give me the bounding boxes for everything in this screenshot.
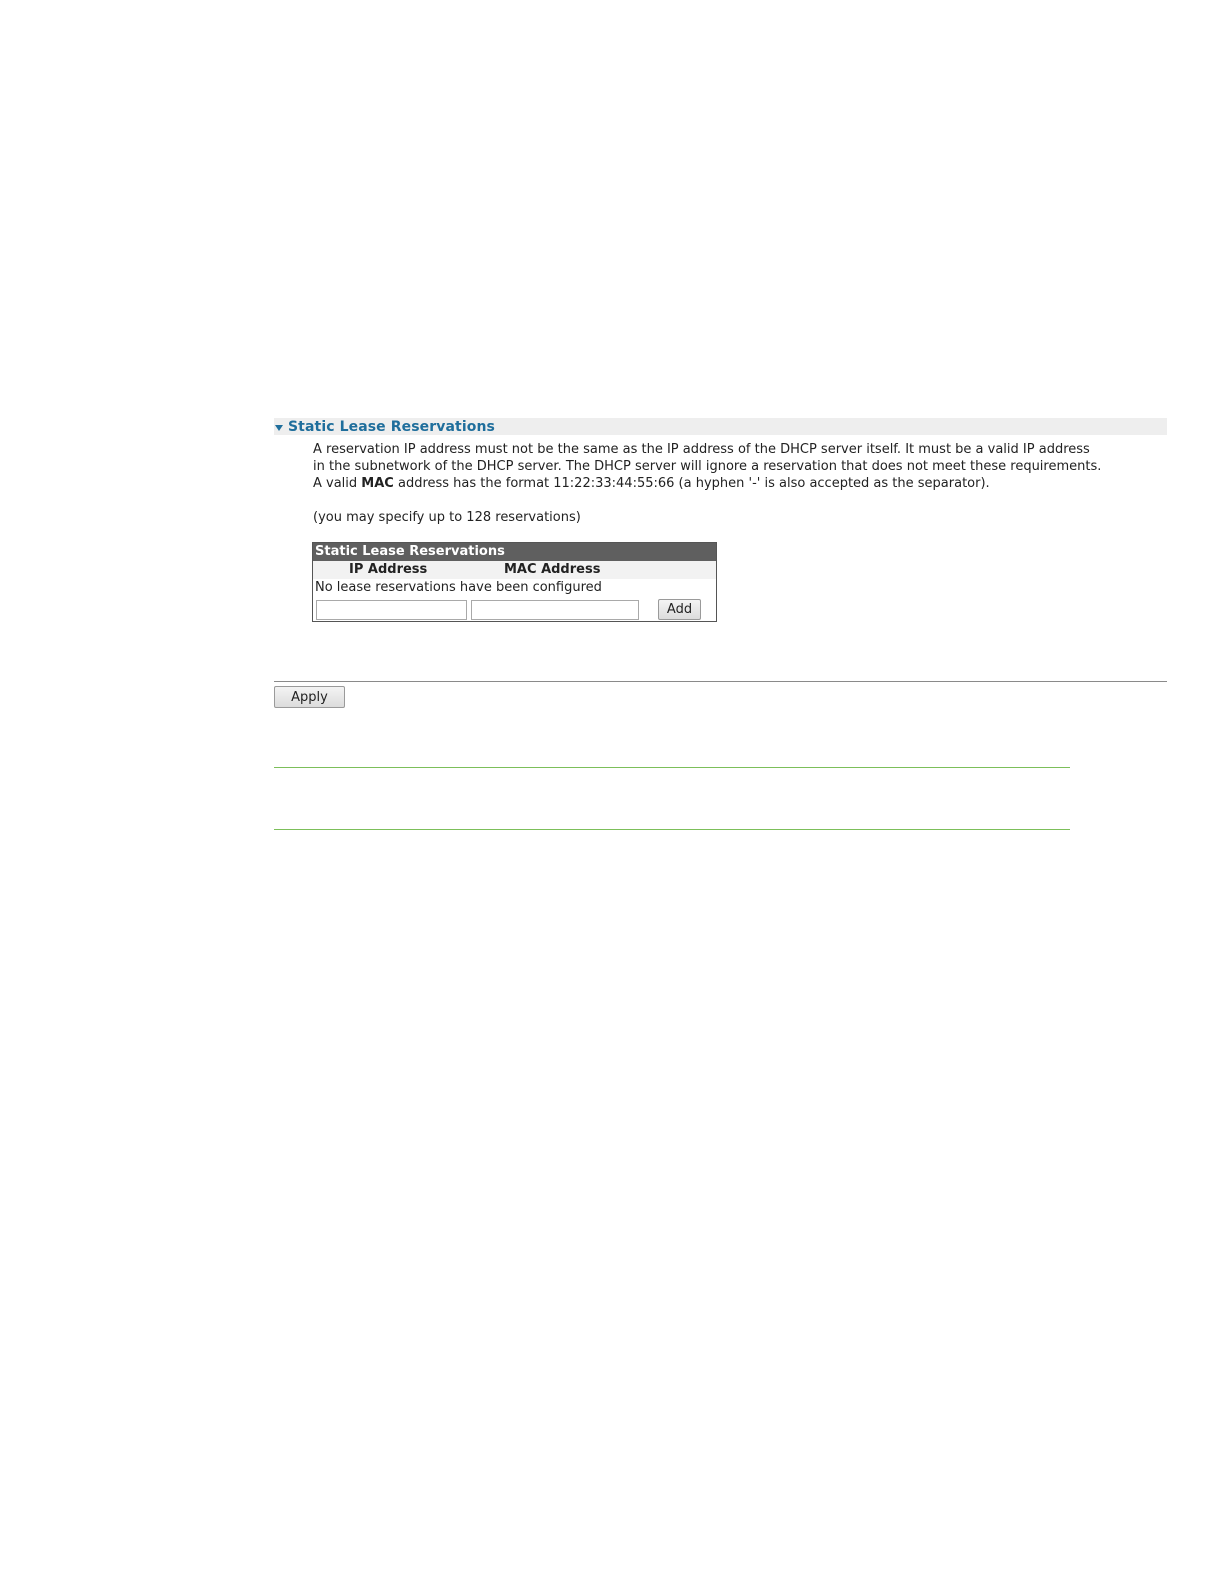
apply-button[interactable]: Apply [274,686,345,708]
table-caption: Static Lease Reservations [313,543,716,561]
green-rule-top [274,767,1070,768]
empty-table-message: No lease reservations have been configured [315,580,602,595]
section-description [313,441,1173,492]
column-header-ip-address: IP Address [349,562,428,577]
description-line-2: in the subnetwork of the DHCP server. The DHCP server will ignore a reservation that does not meet these requirements. [313,459,1102,474]
chevron-down-icon[interactable] [275,425,283,431]
add-button[interactable]: Add [658,599,701,620]
divider [274,681,1167,682]
add-reservation-row [313,597,716,621]
description-line-3-pre: A valid [313,476,362,491]
description-line-3-post: address has the format 11:22:33:44:55:66 (a hyphen '-' is also accepted as the separator). [393,476,990,491]
reservation-limit-note: (you may specify up to 128 reservations) [313,510,581,525]
description-line-1: A reservation IP address must not be the same as the IP address of the DHCP server itself. It must be a valid IP address [313,442,1090,457]
mac-address-input[interactable] [471,600,639,620]
ip-address-input[interactable] [316,600,467,620]
description-line-3 [313,475,1173,492]
section-header[interactable] [274,418,1167,435]
green-rule-bottom [274,829,1070,830]
table-header-row [313,561,716,579]
mac-emphasis: MAC [361,476,394,491]
column-header-mac-address: MAC Address [504,562,601,577]
section-title[interactable]: Static Lease Reservations [288,418,495,435]
lease-reservations-table [312,542,717,622]
